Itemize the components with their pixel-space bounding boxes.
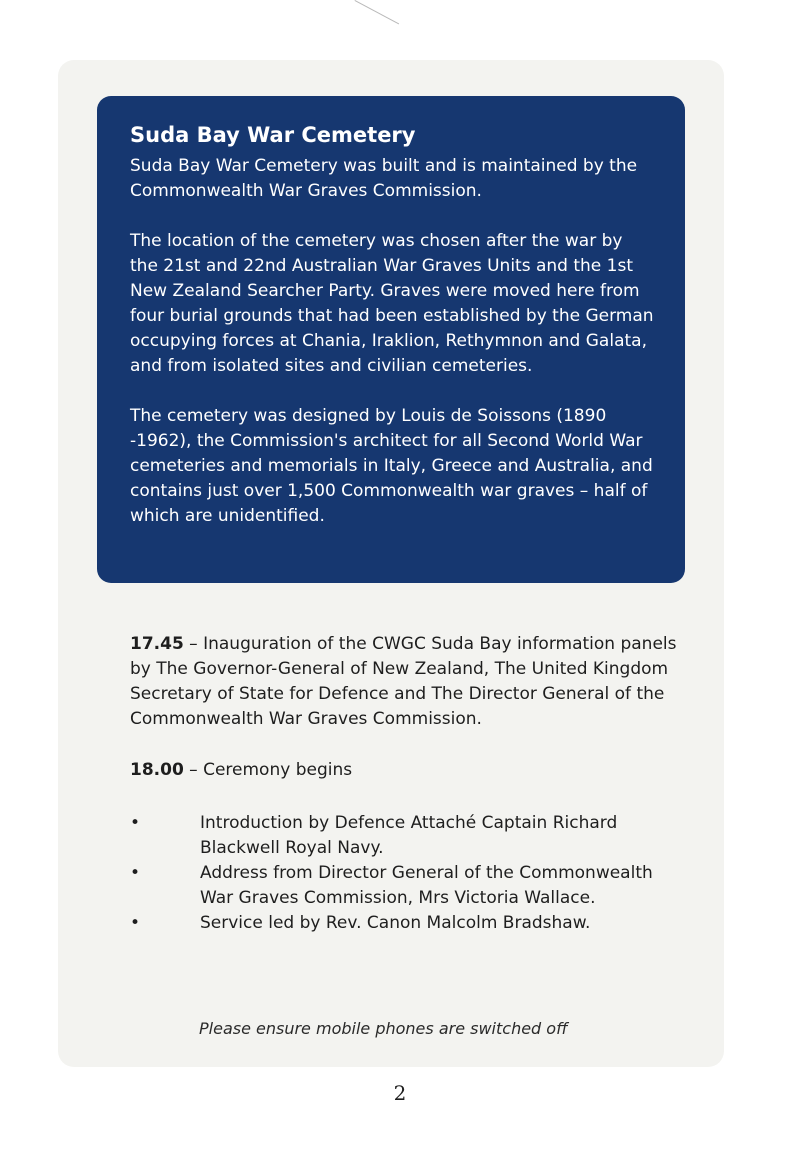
ceremony-list [130, 811, 690, 936]
list-item-text: Introduction by Defence Attaché Captain Richard Blackwell Royal Navy. [200, 813, 618, 858]
list-item [130, 861, 690, 911]
bullet-icon: • [130, 863, 141, 883]
info-box-title: Suda Bay War Cemetery [130, 123, 416, 147]
info-paragraph-built: Suda Bay War Cemetery was built and is maintained by the Commonwealth War Graves Commission. [130, 156, 638, 201]
schedule [130, 632, 690, 936]
page-number: 2 [393, 1081, 407, 1105]
schedule-time: 17.45 [130, 634, 184, 654]
scan-mark [345, 0, 399, 42]
schedule-text: – Inauguration of the CWGC Suda Bay information panels by The Governor-General of New Zealand, The United Kingdom Secretary of State for Defence and The Director General of the Commonwealth War Graves Commission. [130, 634, 677, 729]
schedule-text: – Ceremony begins [183, 760, 353, 780]
schedule-item-1745 [130, 632, 690, 732]
info-box [97, 96, 685, 583]
list-item-text: Address from Director General of the Commonwealth War Graves Commission, Mrs Victoria Wallace. [200, 863, 653, 908]
list-item [130, 911, 690, 936]
info-paragraph-design: The cemetery was designed by Louis de Soissons (1890 -1962), the Commission's architect for all Second World War cemeteries and memorials in Italy, Greece and Australia, and contains just over 1,500 Commonwealth war graves – half of which are unidentified. [130, 406, 653, 526]
bullet-icon: • [130, 913, 141, 933]
bullet-icon: • [130, 813, 141, 833]
mobile-phone-note: Please ensure mobile phones are switched off [199, 1019, 568, 1038]
schedule-item-1800 [130, 758, 690, 783]
list-item-text: Service led by Rev. Canon Malcolm Bradshaw. [200, 913, 591, 933]
schedule-time: 18.00 [130, 760, 184, 780]
list-item [130, 811, 690, 861]
info-paragraph-location: The location of the cemetery was chosen after the war by the 21st and 22nd Australian War Graves Units and the 1st New Zealand Searcher Party. Graves were moved here from four burial grounds that had been established by the German occupying forces at Chania, Iraklion, Rethymnon and Galata, and from isolated sites and civilian cemeteries. [130, 231, 654, 376]
